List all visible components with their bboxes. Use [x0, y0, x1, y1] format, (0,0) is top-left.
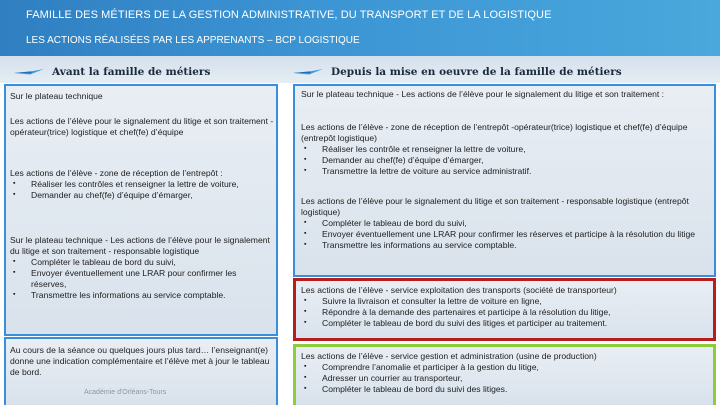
left-column-header: [14, 65, 210, 79]
bullet-list: [10, 179, 274, 201]
list-item: ▪ Compléter le tableau de bord du suivi des litiges et participer au traitement.: [301, 318, 711, 329]
list-item: ▪ Adresser un courrier au transporteur,: [301, 373, 711, 384]
list-item: ▪ Transmettre la lettre de voiture au service administratif.: [301, 166, 711, 177]
block-intro: Les actions de l’élève - service exploitation des transports (société de transporteur): [301, 285, 617, 295]
footer-academie: Académie d'Orléans-Tours: [84, 389, 167, 396]
list-item: ▪ Transmettre les informations au service comptable.: [301, 240, 711, 251]
left-block-reception: [10, 168, 274, 201]
list-item: ▪ Comprendre l’anomalie et participer à la gestion du litige,: [301, 362, 711, 373]
right-block-gestion: [301, 351, 711, 395]
bullet-list: [301, 144, 711, 177]
page-subtitle: LES ACTIONS RÉALISÉES PAR LES APPRENANTS – BCP LOGISTIQUE: [26, 35, 360, 46]
right-block-reception: [301, 122, 711, 177]
left-text-seance: Au cours de la séance ou quelques jours plus tard… l’enseignant(e) donne une indication complémentaire et l’élève met à jour le tableau de bord.: [10, 345, 270, 377]
list-item: ▪ Demander au chef(fe) d’équipe d’émarger,: [301, 155, 711, 166]
list-item: ▪ Demander au chef(fe) d’équipe d’émarger,: [10, 190, 274, 201]
title-banner: [0, 0, 720, 56]
list-item: ▪ Envoyer éventuellement une LRAR pour confirmer les réserves et participe à la résolution du litige: [301, 229, 711, 240]
block-intro: Sur le plateau technique - Les actions de l’élève pour le signalement du litige et son traitement - responsable logistique: [10, 235, 270, 256]
left-block-responsable: [10, 235, 274, 300]
list-item: ▪ Suivre la livraison et consulter la lettre de voiture en ligne,: [301, 296, 711, 307]
list-item: ▪ Transmettre les informations au service comptable.: [10, 290, 274, 301]
block-intro: Les actions de l’élève - service gestion et administration (usine de production): [301, 351, 597, 361]
bullet-list: [301, 218, 711, 251]
block-intro: Les actions de l’élève pour le signalement du litige et son traitement - responsable logistique (entrepôt logistique): [301, 196, 689, 217]
right-column-header: [293, 65, 622, 79]
list-item: ▪ Compléter le tableau de bord du suivi,: [10, 257, 274, 268]
list-item: ▪ Répondre à la demande des partenaires et participe à la résolution du litige,: [301, 307, 711, 318]
block-intro: Les actions de l’élève - zone de réception de l’entrepôt -opérateur(trice) logistique et chef(fe) d’équipe (entrepôt logistique): [301, 122, 688, 143]
list-item: ▪ Envoyer éventuellement une LRAR pour confirmer les réserves,: [10, 268, 274, 290]
list-item: ▪ Réaliser les contrôles et renseigner la lettre de voiture,: [10, 179, 274, 190]
arrow-icon: [14, 67, 44, 77]
left-text-plateau: Sur le plateau technique: [10, 91, 103, 101]
list-item: ▪ Compléter le tableau de bord du suivi des litiges.: [301, 384, 711, 395]
block-intro: Les actions de l’élève - zone de réception de l’entrepôt :: [10, 168, 223, 178]
left-column-heading: Avant la famille de métiers: [52, 66, 211, 78]
list-item: ▪ Compléter le tableau de bord du suivi,: [301, 218, 711, 229]
list-item: ▪ Réaliser les contrôle et renseigner la lettre de voiture,: [301, 144, 711, 155]
page-title: FAMILLE DES MÉTIERS DE LA GESTION ADMINISTRATIVE, DU TRANSPORT ET DE LA LOGISTIQUE: [26, 9, 552, 21]
right-block-transport: [301, 285, 711, 329]
bullet-list: [301, 296, 711, 329]
arrow-icon: [293, 67, 323, 77]
left-text-signalement: Les actions de l’élève pour le signalement du litige et son traitement - opérateur(trice) logistique et chef(fe) d’équipe: [10, 116, 274, 137]
right-text-plateau: Sur le plateau technique - Les actions de l’élève pour le signalement du litige et son traitement :: [301, 89, 665, 99]
bullet-list: [10, 257, 274, 301]
right-block-responsable: [301, 196, 711, 251]
bullet-list: [301, 362, 711, 395]
right-column-heading: Depuis la mise en oeuvre de la famille de métiers: [331, 66, 622, 78]
